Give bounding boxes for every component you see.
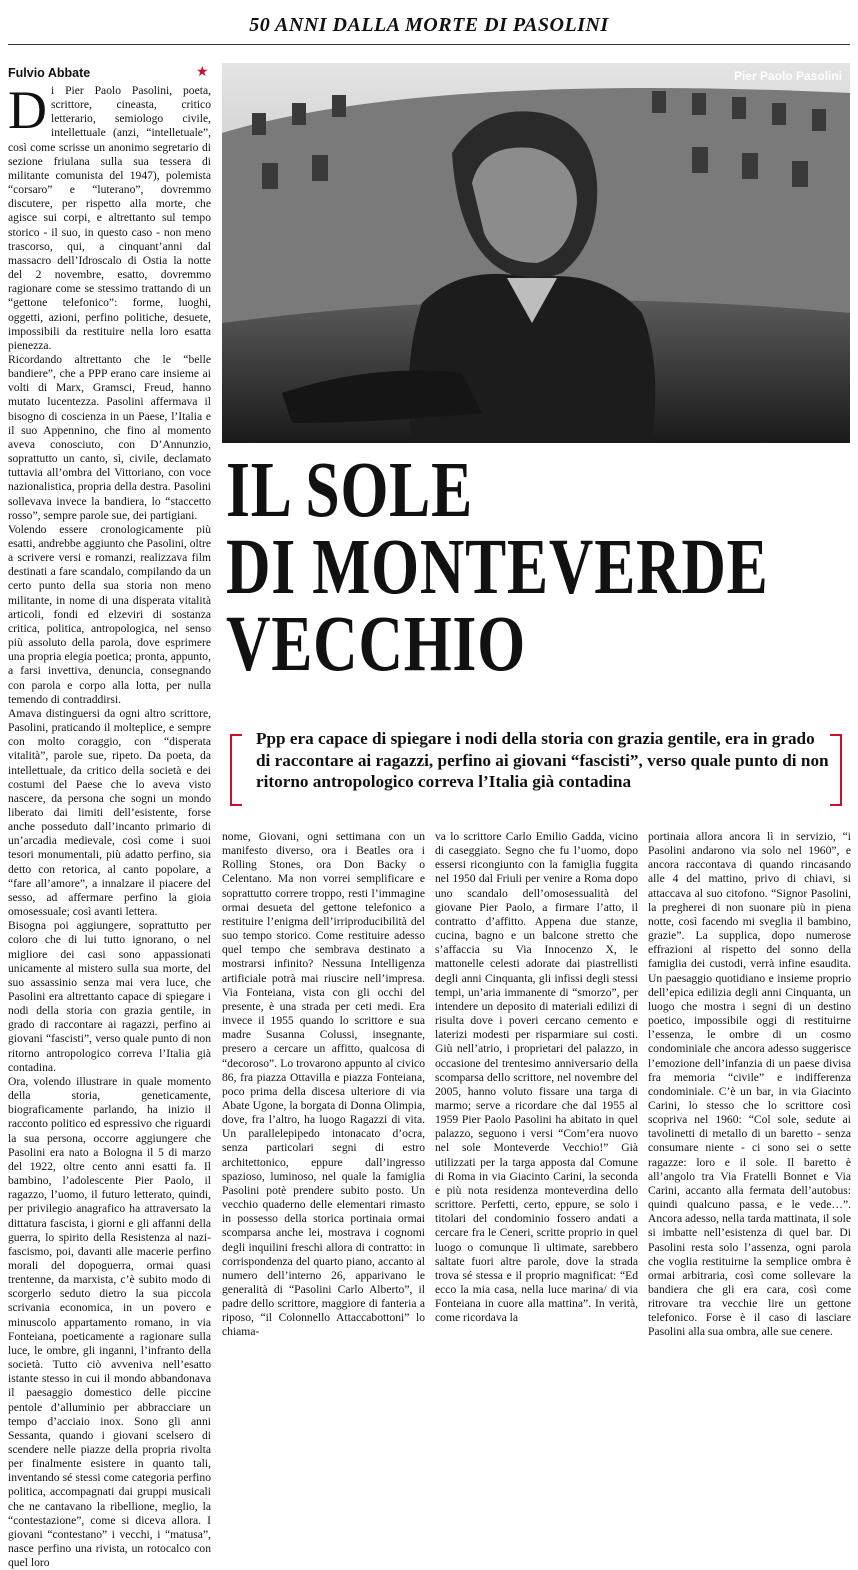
article-column-1 <box>8 80 211 1570</box>
paragraph: nome, Giovani, ogni settimana con un manifesto diverso, ora i Beatles ora i Rolling Stones, ora Don Backy o Celentano. Ma non vorrei semplificare e soprattutto correre troppo, resti l’immagine ormai desueta del gettone telefonico a restituire l’enigma dell’irriproducibilità del suo tempo storico. Come restituire adesso quel tempo che sembrava destinato a mostrarsi infinito? Nessuna Intelligenza artificiale potrà mai riuscire nell’impresa. Via Fonteiana, vista con gli occhi del presente, è una strada per ceti medi. Era invece il 1955 quando lo scrittore e sua madre Susanna Colussi, insegnante, presero a cercare un affitto, qualcosa di “decoroso”. Lo trovarono appunto al civico 86, fra piazza Ottavilla e piazza Fonteiana, poco prima della discesa ulteriore di via Abate Ugone, la borgata di Donna Olimpia, dove, fra l’altro, ha luogo Ragazzi di vita. Un parallelepipedo intonacato d’ocra, senza particolari segni di estro architettonico, eppure dall’ingresso spazioso, luminoso, nel quale la famiglia Pasolini potè prendere subito posto. Un vecchio quaderno delle elementari rimasto in possesso della storica portinaia ormai scomparsa anche lei, mostrava i cognomi degli inquilini freschi allora di contratto: in corrispondenza del quarto piano, accanto al numero dell’interno 26, apparivano le generalità di “Pasolini Carlo Alberto”, il padre dello scrittore, maggiore di fanteria a riposo, “il Colonnello Attaccabottoni” lo chiama- <box>222 830 425 1339</box>
paragraph: i Pier Paolo Pasolini, poeta, scrittore, cineasta, critico letterario, semiologo civile, intellettuale (anzi, “intelletuale”, così come scrisse un anonimo segretario di sezione friulana sulla sua tessera di militante comunista del 1947), polemista “corsaro” e “luterano”, dovremmo discutere, per rispetto alla morte, che agisce sui corpi, e altrettanto sul tempo storico - il suo, in questo caso - non meno trascorso, qui, a cinquant’anni dal massacro dell’Idroscalo di Ostia la notte del 2 novembre, esatto, dovremmo ragionare come se stessimo trattando di un “gettone telefonico”: forme, luoghi, oggetti, azioni, perfino politiche, desuete, impossibili da restituire nella loro esatta pienezza. <box>8 84 211 352</box>
page-header <box>0 0 858 48</box>
paragraph: va lo scrittore Carlo Emilio Gadda, vicino di caseggiato. Segno che fu l’uomo, dopo essersi ricongiunto con la famiglia fuggita nel 1950 dal Friuli per venire a Roma dopo uno scandalo dell’omosessualità del giovane Pier Paolo, a firmare l’atto, il contratto d’affitto. Appena due stanze, cucina, bagno e un balcone stretto che s’affaccia su Via Innocenzo X, le mattonelle celesti adorate dai piastrellisti degli anni Cinquanta, gli infissi degli stessi tempi, un’aria immanente di “smorzo”, per intendere un deposito di materiali edilizi di risulta dove i poveri cercano cemento e laterizi modesti per risparmiare sui costi. Giù nell’atrio, i proprietari del palazzo, in occasione del trentesimo anniversario della scomparsa dello scrittore, nel novembre del 2005, hanno voluto fissare una targa di marmo; serve a ricordare che dal 1955 al 1959 Pier Paolo Pasolini ha abitato in quel palazzo, seguono i versi “Com’era nuovo nel sole Monteverde Vecchio!” Già utilizzati per la targa apposta dal Comune di Roma in via Giacinto Carini, la seconda e più nota residenza monteverdina dello scrittore. Perfetti, certo, eppure, se solo i titolari del condominio fossero andati a cercare fra le Ceneri, scritte proprio in quel luogo o comunque lì ultimate, sarebbero saltate fuori altre parole, dove la strada trova sé stessa e il proprio magnificat: “Ed ecco la mia casa, nella luce marina/ di via Fonteiana in cuore alla mattina”. In verità, come ricordava la <box>435 830 638 1325</box>
headline-line: VECCHIO <box>226 601 526 688</box>
portrait-photo <box>222 63 850 443</box>
star-icon: ★ <box>196 65 209 80</box>
header-rule <box>8 44 850 45</box>
photo-credit: Pier Paolo Pasolini <box>733 69 842 83</box>
headline-line: DI MONTEVERDE <box>226 524 769 611</box>
paragraph: Amava distinguersi da ogni altro scrittore, Pasolini, praticando il molteplice, e sempre con molto coraggio, con “disperata vitalità”, parole sue, ripeto. Da poeta, da intellettuale, da critico della società e dei costumi del Paese che lo aveva visto nascere, da persona che sogni un mondo liberato dai limiti dell’esistente, forse anche posseduto dall’incanto primario di un’arcadia medievale, così come i suoi tesori monumentali, più adatto perfino, sia detto con retorica, al canto popolare, a “fare all’amore”, a innalzare il piacere del sesso, ad affermare perfino la gioia omosessuale; così avanti lettera. <box>8 706 211 919</box>
paragraph: Volendo essere cronologicamente più esatti, andrebbe aggiunto che Pasolini, oltre a scrivere versi e romanzi, realizzava film destinati a fare scandalo, compilando da un certo punto della sua storia non meno militante, in nome di una disperata vitalità articoli, fondi ed elzeviri di sostanza critica, politica, antropologica, nel senso più assoluto della parola, dove esprimere una propria elegia poetica; pronta, appunto, a farsi invettiva, denuncia, consegnando con parola e corpo alla lotta, per nulla temendo di contraddirsi. <box>8 522 211 706</box>
article-column-2 <box>222 830 425 1339</box>
paragraph: Ora, volendo illustrare in quale momento della storia, geneticamente, biograficamente parlando, ha inizio il racconto politico ed espressivo che riguardi la sua persona, occorre aggiungere che Pasolini era nato a Bologna il 5 di marzo del 1922, oltre cento anni esatti fa. Il bambino, l’adolescente Pier Paolo, il ragazzo, l’uomo, il futuro letterato, quindi, per privilegio anagrafico ha attraversato la dittatura fascista, i giorni e gli affanni della guerra, lo spirito della Resistenza al nazi-fascismo, poi, davanti alle macerie perfino morali del dopoguerra, ormai quasi trentenne, da marxista, c’è subito modo di scorgerlo seduto dietro la sua piccola scrivania economica, in un povero e minuscolo appartamento romano, in via Fonteiana, poeticamente a ragionare sulla luce, le ombre, gli inganni, l’infranto della società. Tutto ciò avveniva nell’esatto istante stesso in cui il mondo abbandonava il paesaggio domestico delle piccine pentole d’alluminio per abbracciare un tempo d’acciaio inox. Sono gli anni Sessanta, quando i giovani scelsero di scendere nelle piazze della propria rivolta per finalmente esistere in quanto tali, inventando sé stessi come categoria perfino politica, accompagnati dai gruppi musicali che ne cantavano la ribellione, meglio, la “contestazione”, come si diceva allora. I giovani “contestano” i vecchi, i “matusa”, nasce perfino una rivista, un rotocalco con quel loro <box>8 1074 211 1570</box>
article-column-4 <box>648 830 851 1339</box>
headline-line: IL SOLE <box>226 447 473 534</box>
paragraph: Ricordando altrettanto che le “belle bandiere”, che a PPP erano care insieme ai volti di Marx, Gramsci, Freud, hanno mutato lucentezza. Pasolini affermava il bisogno di coscienza in un Paese, l’Italia e il suo Appennino, che fino al momento aveva conosciuto, con D’Annunzio, soprattutto un canto, sì, civile, declamato tuttavia all’ombra del Vittoriano, con voce nazionalistica, propria della destra. Pasolini sollevava invece la bandiera, lo “staccetto rosso”, sempre parole sue, dei partigiani. <box>8 352 211 522</box>
left-bracket <box>230 734 242 806</box>
colosseum-portrait-image <box>222 63 850 443</box>
drop-cap: D <box>8 80 47 140</box>
author-byline: Fulvio Abbate <box>8 66 91 80</box>
paragraph: portinaia allora ancora lì in servizio, “i Pasolini andarono via solo nel 1960”, e ancora raccontava di quando rincasando alle 4 del mattino, privo di chiavi, si attaccava al suo citofono. “Signor Pasolini, la pregherei di non suonare più in piena notte, così facendo mi sveglia il bambino, grazie”. La supplica, dopo numerose effrazioni al rispetto del sonno della famiglia dei custodi, verrà infine esaudita. Un paesaggio quotidiano e insieme proprio dell’epica edilizia degli anni Cinquanta, un luogo che mostra i segni di un destino poetico, impossibile oggi di restituirne l’essenza, le ombre di un cosmo condominiale che ancora adesso suggerisce l’emozione dell’infanzia di un paese divisa fra memoria “civile” e indifferenza condominiale. C’è un bar, in via Giacinto Carini, lo stesso che lo scrittore così scopriva nel 1960: “Col sole, sedute ai tavolinetti di metallo di un baretto - senza consumare niente - ci sono sei o sette ragazze: loro e il sole. Il baretto è all’angolo tra Via Fratelli Bonnet e Via Carini, accanto alla fermata dell’autobus: quindi qualcuno passa, e le vede…”. Ancora adesso, nella tarda mattinata, il sole si imbatte nell’esistenza di quel bar. Di Pasolini resta solo l’assenza, ogni parola che voglia restituirne la semplice ombra è ormai arbitraria, così come sollevare la bandiera che gli era cara, così come ritrovare tra vecchie lire un gettone telefonico. Forse è il caso di lasciare Pasolini alla sua ombra, alle sue cenere. <box>648 830 851 1339</box>
subheadline: Ppp era capace di spiegare i nodi della storia con grazia gentile, era in grado di raccontare ai ragazzi, perfino ai giovani “fascisti”, verso quale punto di non ritorno antropologico correva l’Italia già contadina <box>256 729 829 791</box>
headline <box>226 447 769 688</box>
article-column-3 <box>435 830 638 1325</box>
subheadline-box <box>230 720 842 816</box>
section-title: 50 ANNI DALLA MORTE DI PASOLINI <box>249 14 609 36</box>
paragraph: Bisogna poi aggiungere, soprattutto per coloro che di lui tutto ignorano, o nel migliore dei casi sono appassionati unicamente al mistero sulla sua morte, del suo assassinio senza mai vera luce, che Pasolini era altrettanto capace di spiegare i nodi della storia con grazia gentile, in grado di raccontare ai ragazzi, perfino ai giovani “fascisti”, verso quale punto di non ritorno antropologico correva l’Italia già contadina. <box>8 919 211 1074</box>
